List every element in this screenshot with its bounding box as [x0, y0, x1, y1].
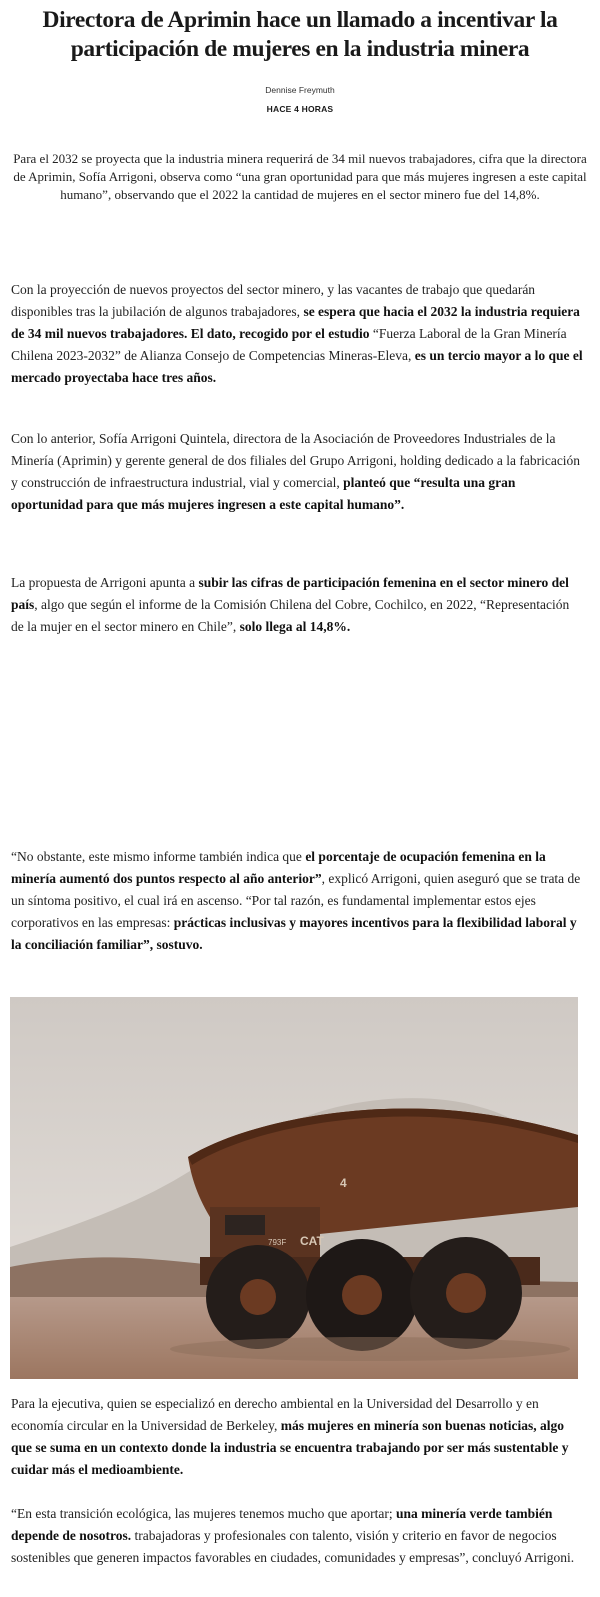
paragraph-4 — [11, 846, 583, 956]
author-name[interactable]: Dennise Freymuth — [265, 85, 335, 95]
paragraph-2 — [11, 428, 583, 516]
paragraph-1-text: Con la proyección de nuevos proyectos del sector minero, y las vacantes de trabajo que quedarán disponibles tras la jubilación de algunos trabajadores, — [11, 282, 536, 319]
truck-model: 793F — [268, 1238, 287, 1247]
paragraph-4-text: , explicó Arrigoni, quien aseguró que se trata de un síntoma positivo, el cual irá en ascenso. “Por tal razón, es fundamental implementar estos ejes corporativos en las empresas: — [11, 871, 581, 930]
article-title: Directora de Aprimin hace un llamado a incentivar la participación de mujeres en la industria minera — [42, 7, 558, 62]
truck-brand: CAT — [300, 1234, 324, 1248]
paragraph-5 — [11, 1393, 583, 1481]
publish-time: HACE 4 HORAS — [266, 104, 334, 114]
paragraph-2-text: Con lo anterior, Sofía Arrigoni Quintela, directora de la Asociación de Proveedores Industriales de la Minería (Aprimin) y gerente general de dos filiales del Grupo Arrigoni, holding dedicado a la fabricación y construcción de infraestructura industrial, vial y comercial, — [11, 431, 581, 490]
mining-truck-photo — [10, 997, 578, 1379]
paragraph-6-text: “En esta transición ecológica, las mujeres tenemos mucho que aportar; — [11, 1506, 396, 1521]
paragraph-1 — [11, 279, 583, 389]
paragraph-3-bold: solo llega al 14,8%. — [239, 619, 351, 634]
paragraph-5-bold: más mujeres en minería son buenas noticias, algo que se suma en un contexto donde la industria se encuentra trabajando por ser más sustentable y cuidar más el medioambiente. — [11, 1418, 569, 1477]
paragraph-5-text: Para la ejecutiva, quien se especializó en derecho ambiental en la Universidad del Desarrollo y en economía circular en la Universidad de Berkeley, — [11, 1396, 539, 1433]
paragraph-1-bold: es un tercio mayor a lo que el mercado proyectaba hace tres años. — [11, 348, 583, 385]
paragraph-4-text: “No obstante, este mismo informe también indica que — [11, 849, 306, 864]
article-lead: Para el 2032 se proyecta que la industria minera requerirá de 34 mil nuevos trabajadores, cifra que la directora de Aprimin, Sofía Arrigoni, observa como “una gran oportunidad para que más mujeres ingresen a este capital humano”, observando que el 2022 la cantidad de mujeres en el sector minero fue del 14,8%. — [13, 151, 587, 202]
mining-truck-illustration — [10, 997, 578, 1379]
paragraph-6-text: trabajadoras y profesionales con talento, visión y criterio en favor de negocios sostenibles que generen impactos favorables en ciudades, comunidades y empresas”, concluyó Arrigoni. — [11, 1528, 575, 1565]
paragraph-1-text: “Fuerza Laboral de la Gran Minería Chilena 2023-2032” de Alianza Consejo de Competencias Mineras-Eleva, — [11, 326, 567, 363]
paragraph-3-bold: subir las cifras de participación femenina en el sector minero del país — [11, 575, 569, 612]
truck-front-hub — [240, 1279, 276, 1315]
paragraph-3-text: La propuesta de Arrigoni apunta a — [11, 575, 199, 590]
paragraph-4-bold: el porcentaje de ocupación femenina en la minería aumentó dos puntos respecto al año anterior” — [11, 849, 546, 886]
paragraph-1-bold: se espera que hacia el 2032 la industria requiera de 34 mil nuevos trabajadores. El dato, recogido por el estudio — [11, 304, 580, 341]
paragraph-6-bold: una minería verde también depende de nosotros. — [11, 1506, 553, 1543]
paragraph-3 — [11, 572, 583, 638]
dust-shadow — [170, 1337, 570, 1361]
paragraph-3-text: , algo que según el informe de la Comisión Chilena del Cobre, Cochilco, en 2022, “Representación de la mujer en el sector minero en Chile”, — [11, 597, 570, 634]
paragraph-2-bold: planteó que “resulta una gran oportunidad para que más mujeres ingresen a este capital humano”. — [11, 475, 516, 512]
paragraph-6 — [11, 1503, 583, 1569]
truck-rear-hub-2 — [446, 1273, 486, 1313]
truck-number: 4 — [340, 1176, 347, 1190]
paragraph-4-bold: prácticas inclusivas y mayores incentivos para la flexibilidad laboral y la conciliación familiar”, sostuvo. — [11, 915, 577, 952]
truck-rear-hub — [342, 1275, 382, 1315]
truck-cab-window — [225, 1215, 265, 1235]
